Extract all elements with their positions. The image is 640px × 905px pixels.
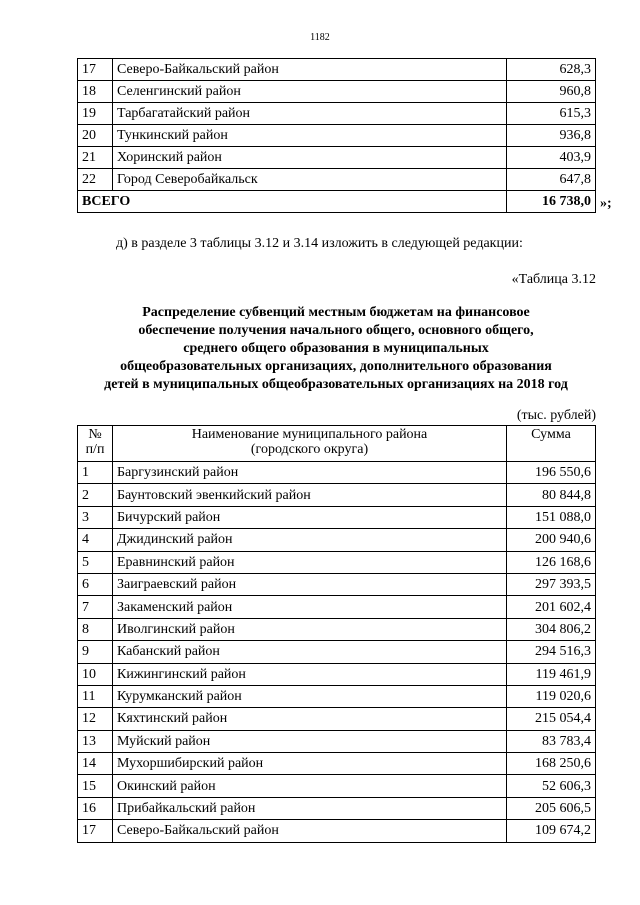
district-name: Джидинский район — [113, 529, 507, 551]
row-number: 4 — [78, 529, 113, 551]
sum-value: 215 054,4 — [507, 708, 596, 730]
table-row — [78, 753, 596, 775]
district-name: Северо-Байкальский район — [113, 59, 507, 81]
row-number: 11 — [78, 685, 113, 707]
row-number: 5 — [78, 551, 113, 573]
table-row — [78, 730, 596, 752]
row-number: 22 — [78, 169, 113, 191]
num-header-line: п/п — [85, 442, 105, 457]
table-row — [78, 81, 596, 103]
district-name: Заиграевский район — [113, 573, 507, 595]
sum-value: 615,3 — [507, 103, 596, 125]
total-row — [78, 191, 596, 213]
row-number: 12 — [78, 708, 113, 730]
table-heading — [60, 304, 612, 394]
table-label: «Таблица 3.12 — [511, 272, 596, 287]
sum-value: 196 550,6 — [507, 462, 596, 484]
district-name: Город Северобайкальск — [113, 169, 507, 191]
heading-line: детей в муниципальных общеобразовательных организациях на 2018 год — [104, 377, 568, 392]
table-row — [78, 484, 596, 506]
district-name: Селенгинский район — [113, 81, 507, 103]
table-row — [78, 820, 596, 842]
sum-column-header: Сумма — [507, 426, 596, 462]
table-row — [78, 169, 596, 191]
table-row — [78, 103, 596, 125]
sum-value: 960,8 — [507, 81, 596, 103]
row-number: 16 — [78, 797, 113, 819]
subvention-table — [77, 425, 596, 843]
row-number: 17 — [78, 59, 113, 81]
sum-value: 304 806,2 — [507, 618, 596, 640]
district-name: Северо-Байкальский район — [113, 820, 507, 842]
table-row — [78, 596, 596, 618]
table-row — [78, 125, 596, 147]
row-number: 20 — [78, 125, 113, 147]
num-column-header — [78, 426, 113, 462]
row-number: 2 — [78, 484, 113, 506]
district-name: Хоринский район — [113, 147, 507, 169]
total-sum: 16 738,0 — [507, 191, 596, 213]
sum-value: 403,9 — [507, 147, 596, 169]
heading-line: общеобразовательных организациях, дополнительного образования — [120, 359, 552, 374]
table-row — [78, 663, 596, 685]
table-row — [78, 529, 596, 551]
sum-value: 119 461,9 — [507, 663, 596, 685]
sum-value: 201 602,4 — [507, 596, 596, 618]
table-row — [78, 573, 596, 595]
row-number: 21 — [78, 147, 113, 169]
heading-line: Распределение субвенций местным бюджетам на финансовое — [142, 305, 530, 320]
sum-value: 168 250,6 — [507, 753, 596, 775]
sum-value: 628,3 — [507, 59, 596, 81]
district-name: Тарбагатайский район — [113, 103, 507, 125]
district-name: Кижингинский район — [113, 663, 507, 685]
table-row — [78, 462, 596, 484]
table-row — [78, 147, 596, 169]
row-number: 3 — [78, 506, 113, 528]
row-number: 6 — [78, 573, 113, 595]
total-label: ВСЕГО — [78, 191, 507, 213]
table-row — [78, 506, 596, 528]
row-number: 10 — [78, 663, 113, 685]
district-name: Кяхтинский район — [113, 708, 507, 730]
row-number: 1 — [78, 462, 113, 484]
district-name: Кабанский район — [113, 641, 507, 663]
sum-value: 52 606,3 — [507, 775, 596, 797]
row-number: 14 — [78, 753, 113, 775]
sum-value: 80 844,8 — [507, 484, 596, 506]
sum-value: 151 088,0 — [507, 506, 596, 528]
sum-value: 109 674,2 — [507, 820, 596, 842]
sum-value: 200 940,6 — [507, 529, 596, 551]
district-name: Баргузинский район — [113, 462, 507, 484]
table-header-row — [78, 426, 596, 462]
row-number: 8 — [78, 618, 113, 640]
table-row — [78, 618, 596, 640]
district-name: Тункинский район — [113, 125, 507, 147]
row-number: 18 — [78, 81, 113, 103]
district-name: Бичурский район — [113, 506, 507, 528]
sum-value: 647,8 — [507, 169, 596, 191]
subvention-table-continued — [77, 58, 596, 213]
heading-line: среднего общего образования в муниципальных — [183, 341, 489, 356]
sum-value: 83 783,4 — [507, 730, 596, 752]
district-name: Окинский район — [113, 775, 507, 797]
name-header-line: Наименование муниципального района — [191, 427, 428, 442]
district-name: Мухоршибирский район — [113, 753, 507, 775]
units-label: (тыс. рублей) — [516, 408, 596, 423]
district-name: Закаменский район — [113, 596, 507, 618]
num-header-line: № — [88, 427, 102, 442]
sum-value: 119 020,6 — [507, 685, 596, 707]
amendment-text: д) в разделе 3 таблицы 3.12 и 3.14 изложить в следующей редакции: — [116, 236, 523, 251]
table-row — [78, 708, 596, 730]
closing-quote: »; — [600, 196, 612, 211]
row-number: 19 — [78, 103, 113, 125]
row-number: 7 — [78, 596, 113, 618]
row-number: 15 — [78, 775, 113, 797]
table-row — [78, 641, 596, 663]
sum-value: 294 516,3 — [507, 641, 596, 663]
name-column-header — [113, 426, 507, 462]
row-number: 13 — [78, 730, 113, 752]
district-name: Муйский район — [113, 730, 507, 752]
row-number: 9 — [78, 641, 113, 663]
district-name: Курумканский район — [113, 685, 507, 707]
table-row — [78, 775, 596, 797]
page-number: 1182 — [310, 32, 330, 43]
row-number: 17 — [78, 820, 113, 842]
district-name: Баунтовский эвенкийский район — [113, 484, 507, 506]
sum-value: 297 393,5 — [507, 573, 596, 595]
table-row — [78, 59, 596, 81]
heading-line: обеспечение получения начального общего, основного общего, — [138, 323, 534, 338]
table-row — [78, 685, 596, 707]
district-name: Прибайкальский район — [113, 797, 507, 819]
sum-value: 936,8 — [507, 125, 596, 147]
name-header-line: (городского округа) — [250, 442, 369, 457]
sum-value: 126 168,6 — [507, 551, 596, 573]
district-name: Иволгинский район — [113, 618, 507, 640]
table-row — [78, 551, 596, 573]
sum-value: 205 606,5 — [507, 797, 596, 819]
table-row — [78, 797, 596, 819]
district-name: Еравнинский район — [113, 551, 507, 573]
